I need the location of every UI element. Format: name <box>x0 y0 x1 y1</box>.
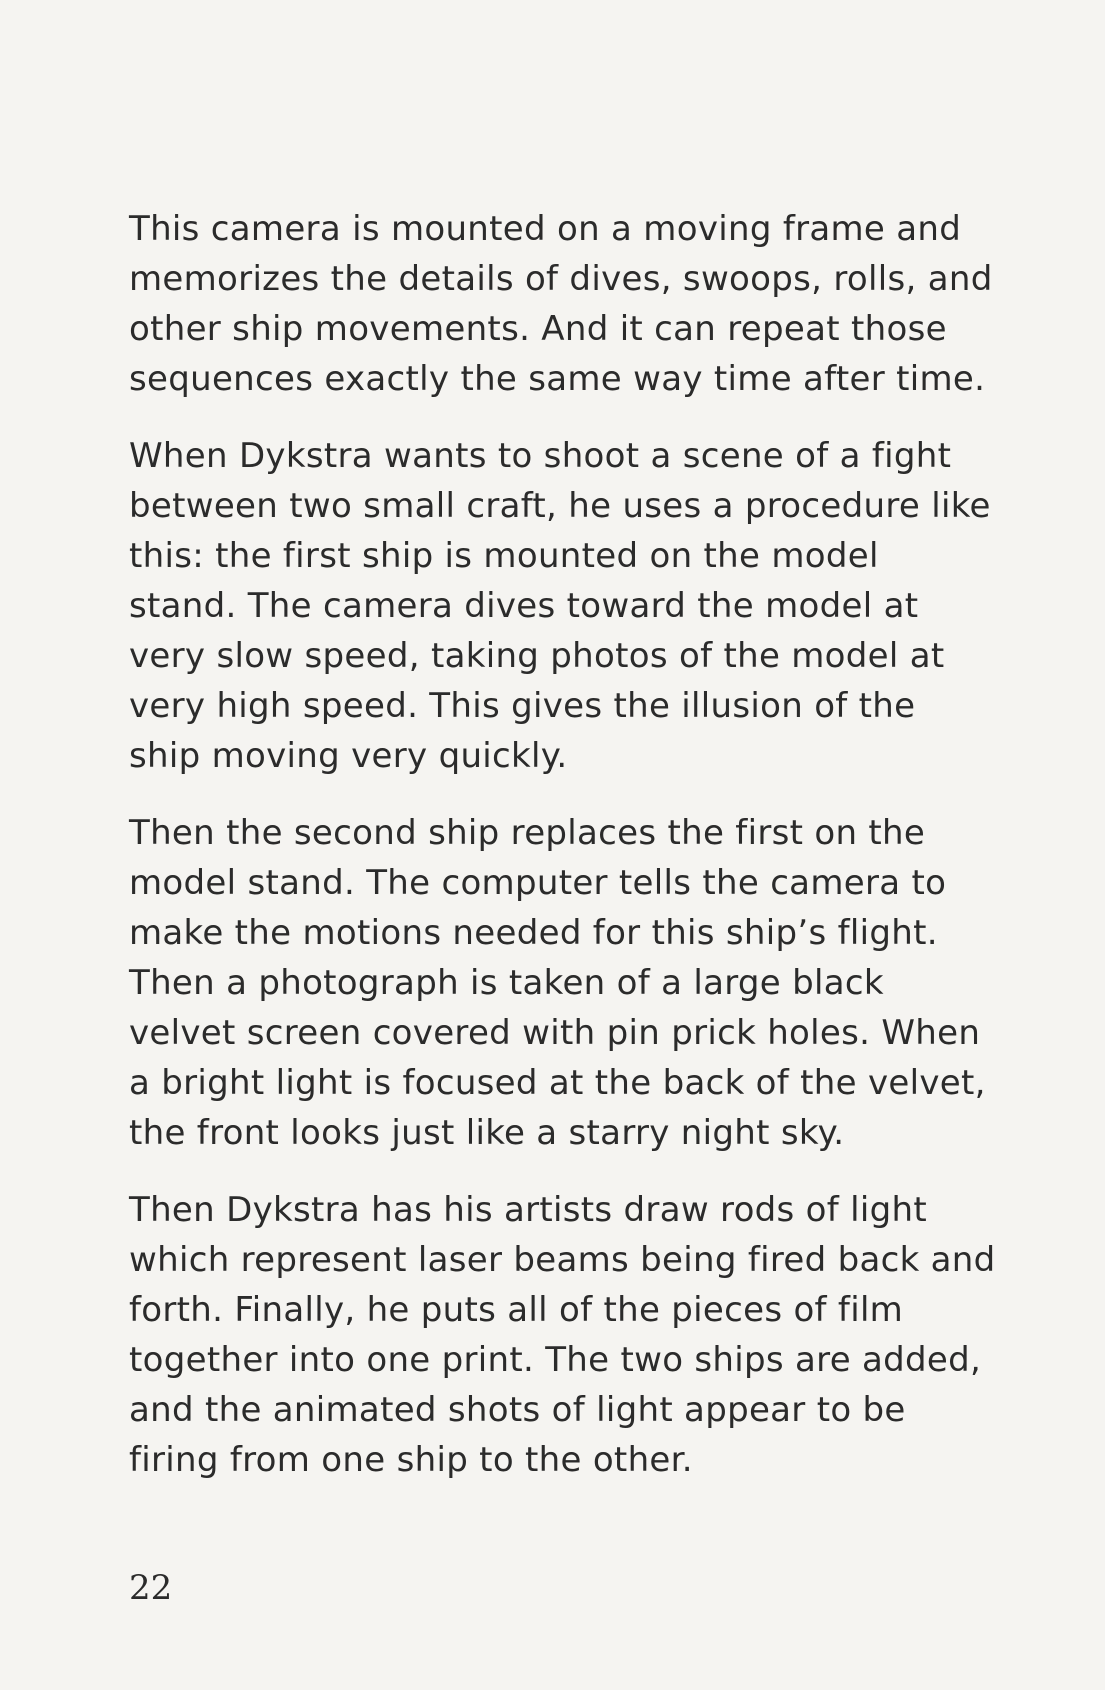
text-line: stand. The camera dives toward the model at <box>129 586 919 626</box>
text-line: between two small craft, he uses a procedure like <box>129 486 991 526</box>
text-line: This camera is mounted on a moving frame and <box>129 209 962 249</box>
text-line: Then a photograph is taken of a large black <box>129 963 884 1003</box>
page-number: 22 <box>129 1568 173 1608</box>
text-line: velvet screen covered with pin prick holes. When <box>129 1013 981 1053</box>
text-line: Then the second ship replaces the first on the <box>129 813 926 853</box>
paragraph-3 <box>129 808 989 1158</box>
text-line: memorizes the details of dives, swoops, rolls, and <box>129 259 993 299</box>
text-line: When Dykstra wants to shoot a scene of a fight <box>129 436 952 476</box>
text-line: and the animated shots of light appear to be <box>129 1390 906 1430</box>
text-line: very slow speed, taking photos of the model at <box>129 636 945 676</box>
text-line: Then Dykstra has his artists draw rods of light <box>129 1190 928 1230</box>
text-line: model stand. The computer tells the camera to <box>129 863 947 903</box>
text-line: a bright light is focused at the back of the velvet, <box>129 1063 986 1103</box>
text-line: this: the first ship is mounted on the model <box>129 536 879 576</box>
text-line: which represent laser beams being fired back and <box>129 1240 996 1280</box>
text-line: ship moving very quickly. <box>129 736 568 776</box>
paragraph-4 <box>129 1185 996 1485</box>
text-line: other ship movements. And it can repeat those <box>129 309 947 349</box>
text-line: the front looks just like a starry night sky. <box>129 1113 845 1153</box>
text-line: together into one print. The two ships are added, <box>129 1340 982 1380</box>
text-line: firing from one ship to the other. <box>129 1440 693 1480</box>
text-line: forth. Finally, he puts all of the pieces of film <box>129 1290 904 1330</box>
text-line: sequences exactly the same way time after time. <box>129 359 986 399</box>
paragraph-2 <box>129 431 989 781</box>
text-line: make the motions needed for this ship’s flight. <box>129 913 938 953</box>
paragraph-1 <box>129 204 993 404</box>
text-line: very high speed. This gives the illusion of the <box>129 686 916 726</box>
body-text <box>129 204 996 1512</box>
